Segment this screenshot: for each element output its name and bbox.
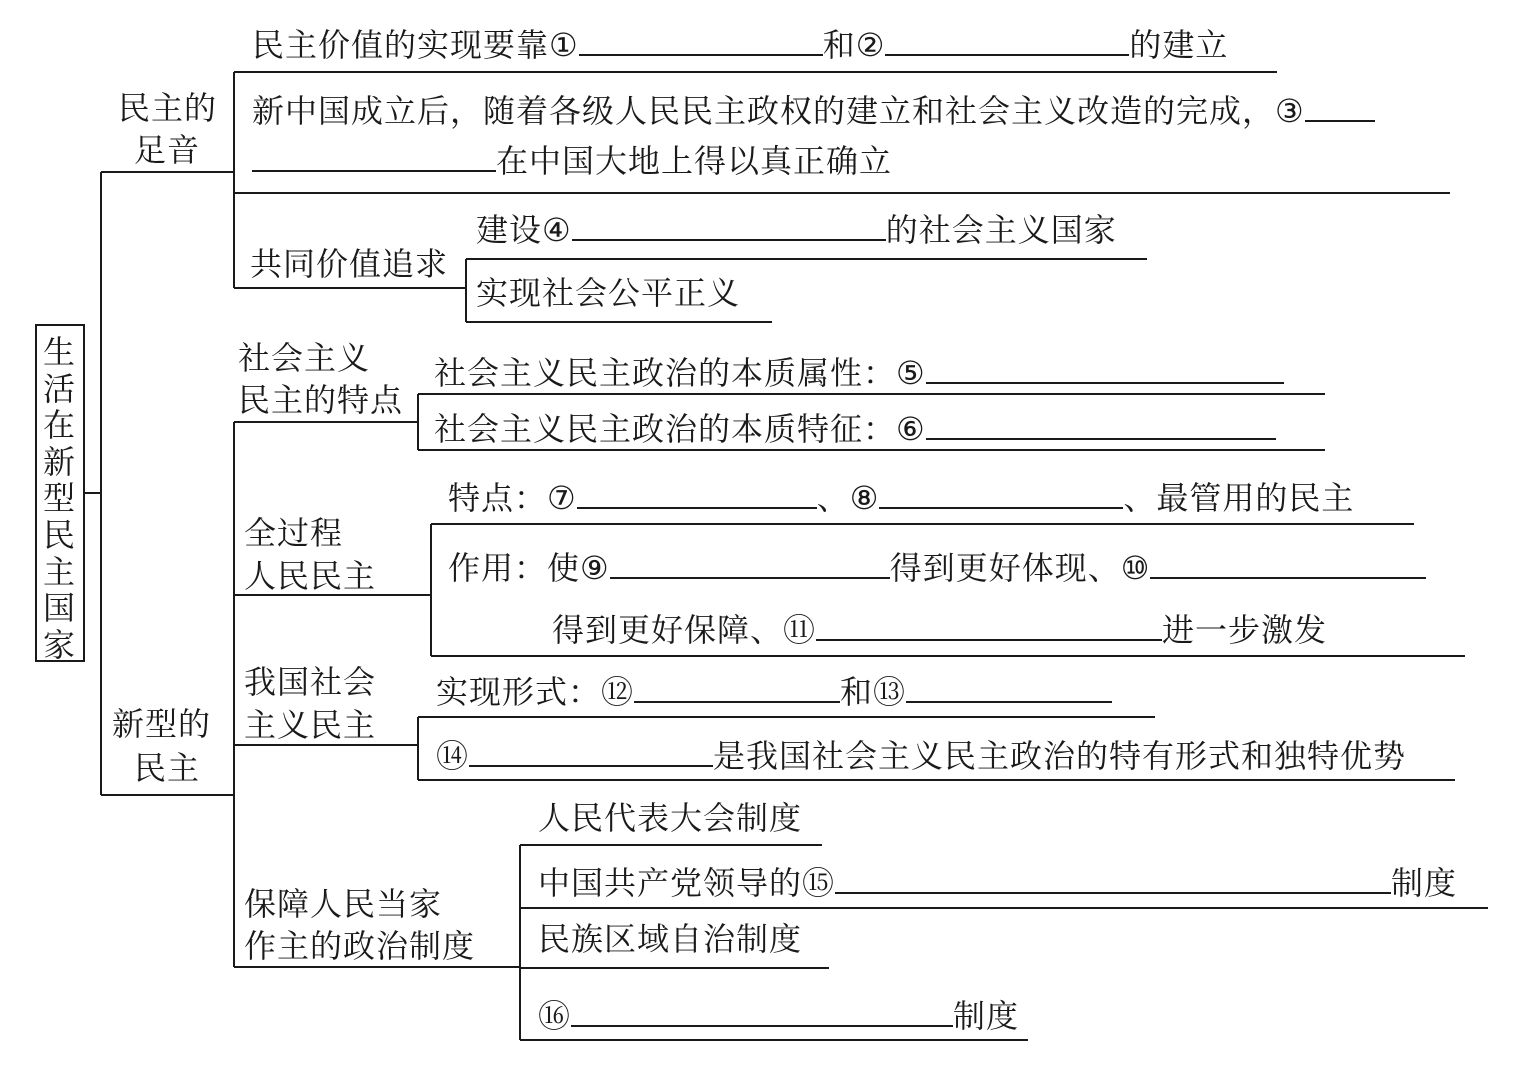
blank-number-11: ⑪ (783, 611, 817, 649)
feature-post: 、最管用的民主 (1123, 479, 1355, 517)
common-item1-post: 的社会主义国家 (885, 211, 1117, 249)
blank-3b[interactable] (252, 138, 496, 172)
systems-item4 (538, 993, 1019, 1036)
whole-process-use2 (552, 607, 1327, 650)
whole-process-label-line1: 全过程 (244, 514, 344, 552)
common-item1 (476, 207, 1117, 250)
forms-item1 (436, 669, 1112, 712)
blank-number-13: ⑬ (873, 673, 907, 711)
blank-7[interactable] (577, 475, 817, 509)
common-item1-pre: 建设 (476, 211, 543, 249)
blank-number-14: ⑭ (436, 737, 470, 775)
voice-line1-post: 的建立 (1129, 26, 1229, 64)
voice-line2-text: 新中国成立后，随着各级人民民主政权的建立和社会主义改造的完成， (252, 92, 1276, 130)
voice-line3 (252, 138, 892, 181)
blank-number-12: ⑫ (601, 673, 635, 711)
blank-15[interactable] (835, 860, 1391, 894)
voice-line1-text: 民主价值的实现要靠 (252, 26, 550, 64)
features-item1 (434, 350, 1284, 393)
root-node (35, 324, 85, 662)
use-pre: 作用：使 (448, 549, 581, 587)
common-value-label: 共同价值追求 (250, 245, 449, 283)
blank-number-16: ⑯ (538, 997, 572, 1035)
blank-12[interactable] (634, 669, 840, 703)
forms-and: 和 (840, 673, 874, 711)
root-label: 生活在新型民主国家 (43, 333, 77, 664)
features-item1-text: 社会主义民主政治的本质属性： (434, 354, 897, 392)
use-mid: 得到更好体现、 (889, 549, 1121, 587)
features-item2 (434, 406, 1276, 449)
systems-item4-post: 制度 (953, 997, 1020, 1035)
voice-line2 (252, 88, 1375, 131)
systems-label-line1: 保障人民当家 (244, 885, 443, 923)
features-label-line2: 民主的特点 (238, 381, 404, 419)
forms-item1-pre: 实现形式： (436, 673, 602, 711)
blank-number-4: ④ (542, 211, 572, 249)
blank-number-10: ⑩ (1120, 549, 1151, 587)
blank-14[interactable] (469, 733, 713, 767)
systems-item2 (538, 860, 1457, 903)
blank-13[interactable] (906, 669, 1112, 703)
blank-4[interactable] (572, 207, 886, 241)
blank-16[interactable] (571, 993, 953, 1027)
blank-number-15: ⑮ (802, 864, 836, 902)
feature-pre: 特点： (448, 479, 548, 517)
blank-10[interactable] (1150, 545, 1426, 579)
blank-number-1: ① (549, 26, 579, 64)
forms-item2-post: 是我国社会主义民主政治的特有形式和独特优势 (713, 737, 1407, 775)
blank-6[interactable] (926, 406, 1276, 440)
forms-label-line2: 主义民主 (244, 706, 377, 744)
blank-2[interactable] (885, 22, 1129, 56)
systems-item2-pre: 中国共产党领导的 (538, 864, 803, 902)
feature-sep: 、 (816, 479, 850, 517)
use2-post: 进一步激发 (1162, 611, 1328, 649)
common-item2: 实现社会公平正义 (476, 274, 741, 312)
voice-line3-post: 在中国大地上得以真正确立 (496, 142, 893, 180)
blank-11[interactable] (816, 607, 1162, 641)
whole-process-label-line2: 人民民主 (244, 557, 377, 595)
use2-pre: 得到更好保障、 (552, 611, 784, 649)
systems-item3: 民族区域自治制度 (538, 920, 803, 958)
blank-8[interactable] (879, 475, 1123, 509)
blank-number-3: ③ (1275, 92, 1305, 130)
forms-label-line1: 我国社会 (244, 663, 377, 701)
branch1-label-line2: 足音 (134, 131, 201, 169)
voice-line1 (252, 22, 1228, 65)
branch1-label-line1: 民主的 (118, 89, 218, 127)
blank-number-7: ⑦ (547, 479, 577, 517)
blank-number-5: ⑤ (896, 354, 926, 392)
blank-5[interactable] (926, 350, 1284, 384)
features-label-line1: 社会主义 (238, 339, 371, 377)
branch2-label-line2: 民主 (134, 749, 201, 787)
systems-label-line2: 作主的政治制度 (244, 927, 476, 965)
forms-item2 (436, 733, 1406, 776)
blank-number-2: ② (855, 26, 886, 64)
systems-item1: 人民代表大会制度 (538, 799, 803, 837)
whole-process-use1 (448, 545, 1426, 588)
whole-process-feature (448, 475, 1354, 518)
blank-number-6: ⑥ (896, 410, 926, 448)
branch2-label-line1: 新型的 (112, 705, 212, 743)
systems-item2-post: 制度 (1391, 864, 1458, 902)
features-item2-text: 社会主义民主政治的本质特征： (434, 410, 897, 448)
voice-and: 和 (822, 26, 856, 64)
blank-1[interactable] (579, 22, 823, 56)
blank-number-9: ⑨ (580, 549, 610, 587)
blank-3a[interactable] (1305, 88, 1375, 122)
blank-9[interactable] (610, 545, 890, 579)
blank-number-8: ⑧ (849, 479, 880, 517)
